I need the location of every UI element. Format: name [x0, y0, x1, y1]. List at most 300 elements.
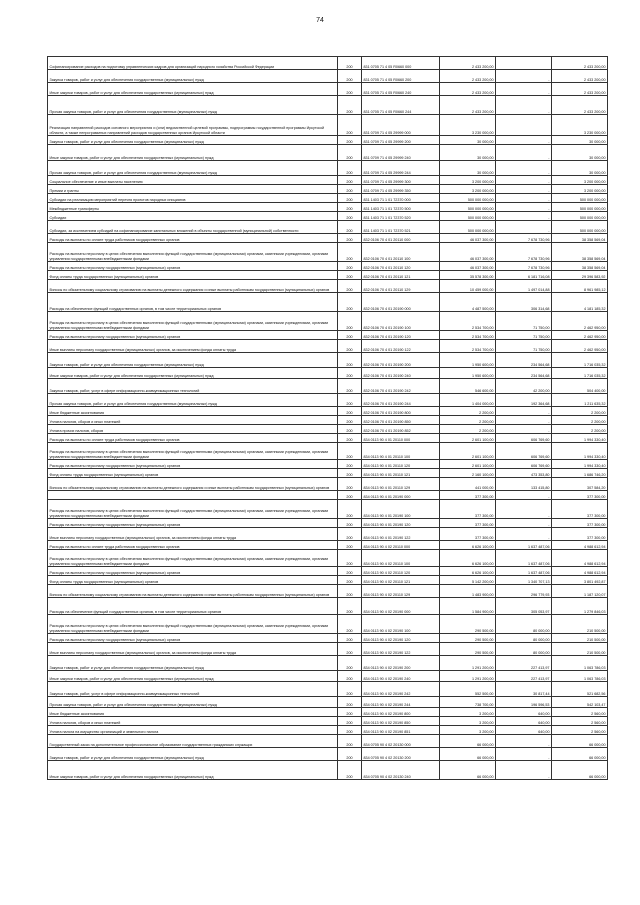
- row-name-cell: Расходы на выплаты персоналу государственных (муниципальных) органов: [48, 262, 338, 271]
- row-total-amount-cell: 2 200,00: [552, 416, 608, 425]
- row-change-amount-cell: 7 678 730,96: [496, 243, 552, 262]
- row-total-amount-cell: 8 961 985,12: [552, 280, 608, 293]
- row-code-cell: 834 0113 90 4 02 20190 851: [362, 726, 440, 735]
- row-change-amount-cell: -: [496, 136, 552, 145]
- row-total-amount-cell: 210 500,00: [552, 615, 608, 634]
- row-plan-amount-cell: 6 626 100,00: [440, 567, 496, 576]
- row-total-amount-cell: 2 433 200,00: [552, 70, 608, 83]
- row-total-amount-cell: 4 988 612,94: [552, 550, 608, 567]
- row-grbs-cell: 200: [338, 379, 362, 394]
- table-row: [48, 136, 608, 145]
- table-row: [48, 221, 608, 234]
- row-total-amount-cell: 2 462 950,00: [552, 312, 608, 331]
- row-total-amount-cell: 377 300,00: [552, 491, 608, 500]
- row-code-cell: 834 0113 90 4 02 20190 800: [362, 708, 440, 717]
- row-grbs-cell: 200: [338, 394, 362, 407]
- row-code-cell: 834 0113 90 4 02 20190 122: [362, 643, 440, 656]
- row-code-cell: 831 0709 71 4 05 29999 240: [362, 145, 440, 161]
- row-change-amount-cell: 305 053,97: [496, 598, 552, 615]
- row-code-cell: 831 1403 71 1 01 72370 000: [362, 194, 440, 203]
- row-name-cell: Уплата налогов, сборов и иных платежей: [48, 717, 338, 726]
- row-name-cell: Закупка товаров, работ и услуг для обеспечения государственных (муниципальных) нужд: [48, 136, 338, 145]
- row-code-cell: 834 0113 90 4 02 20190 850: [362, 717, 440, 726]
- row-name-cell: Уплата налогов, сборов и иных платежей: [48, 416, 338, 425]
- row-name-cell: Субсидии, за исключением субсидий на софинансирование капитальных вложений в объекты государственной (муниципальной) собственности: [48, 221, 338, 234]
- row-grbs-cell: 200: [338, 615, 362, 634]
- row-change-amount-cell: -: [496, 203, 552, 212]
- row-grbs-cell: 200: [338, 528, 362, 541]
- row-plan-amount-cell: 3 230 000,00: [440, 115, 496, 136]
- row-total-amount-cell: 1 279 846,03: [552, 598, 608, 615]
- row-plan-amount-cell: 500 000 000,00: [440, 221, 496, 234]
- row-grbs-cell: 200: [338, 57, 362, 70]
- row-code-cell: 831 0705 71 4 05 R0660 000: [362, 57, 440, 70]
- row-grbs-cell: 200: [338, 443, 362, 460]
- row-name-cell: Иные выплаты персоналу государственных (муниципальных) органов, за исключением фонда оплаты труда: [48, 643, 338, 656]
- row-code-cell: 832 0106 70 4 01 20110 120: [362, 262, 440, 271]
- row-code-cell: 834 0113 90 4 01 20110 121: [362, 469, 440, 478]
- table-row: [48, 550, 608, 567]
- row-name-cell: Расходы на выплаты персоналу в целях обеспечения выполнения функций государственными (муниципальными) органами, казенными учреждениями, органами управления государственными внебюджетными фондами: [48, 443, 338, 460]
- row-name-cell: Закупка товаров, работ и услуг для обеспечения государственных (муниципальных) нужд: [48, 748, 338, 761]
- row-grbs-cell: 200: [338, 478, 362, 491]
- row-code-cell: 832 0106 70 4 01 20190 240: [362, 368, 440, 379]
- row-change-amount-cell: [496, 115, 552, 136]
- table-row: [48, 567, 608, 576]
- row-plan-amount-cell: 2 433 200,00: [440, 83, 496, 96]
- row-grbs-cell: 200: [338, 203, 362, 212]
- row-change-amount-cell: 606 769,60: [496, 460, 552, 469]
- row-code-cell: 831 0705 71 4 05 R0660 200: [362, 70, 440, 83]
- row-plan-amount-cell: 3 200,00: [440, 726, 496, 735]
- row-plan-amount-cell: 30 000,00: [440, 145, 496, 161]
- row-code-cell: 832 0106 70 4 01 20190 000: [362, 293, 440, 312]
- row-grbs-cell: 200: [338, 212, 362, 221]
- row-change-amount-cell: -: [496, 221, 552, 234]
- row-plan-amount-cell: 377 300,00: [440, 528, 496, 541]
- row-name-cell: Межбюджетные трансферты: [48, 203, 338, 212]
- row-code-cell: 834 0113 90 4 01 20190 100: [362, 500, 440, 519]
- row-name-cell: Взносы по обязательному социальному страхованию на выплаты денежного содержания и иные выплаты работникам государственных (муниципальных) органов: [48, 585, 338, 598]
- row-plan-amount-cell: 2 433 200,00: [440, 96, 496, 115]
- row-code-cell: 834 0113 90 4 02 20110 121: [362, 576, 440, 585]
- row-name-cell: Иные закупки товаров, работ и услуг для обеспечения государственных (муниципальных) нужд: [48, 368, 338, 379]
- table-row: [48, 83, 608, 96]
- table-row: [48, 161, 608, 176]
- row-code-cell: 834 0113 90 4 01 20190 122: [362, 528, 440, 541]
- row-change-amount-cell: 606 769,60: [496, 434, 552, 443]
- row-plan-amount-cell: 2 534 700,00: [440, 331, 496, 340]
- row-name-cell: Расходы на выплаты персоналу в целях обеспечения выполнения функций государственными (муниципальными) органами, казенными учреждениями, органами управления государственными внебюджетными фондами: [48, 243, 338, 262]
- row-grbs-cell: 200: [338, 576, 362, 585]
- table-row: [48, 57, 608, 70]
- row-plan-amount-cell: 2 534 700,00: [440, 312, 496, 331]
- row-change-amount-cell: -: [496, 761, 552, 780]
- row-plan-amount-cell: 6 626 100,00: [440, 541, 496, 550]
- row-code-cell: 832 0106 70 4 01 20190 100: [362, 312, 440, 331]
- row-change-amount-cell: -: [496, 528, 552, 541]
- row-name-cell: Расходы на выплаты персоналу в целях обеспечения выполнения функций государственными (муниципальными) органами, казенными учреждениями, органами управления государственными внебюджетными фондами: [48, 615, 338, 634]
- row-grbs-cell: 200: [338, 634, 362, 643]
- row-name-cell: Закупка товаров, работ и услуг для обеспечения государственных (муниципальных) нужд: [48, 70, 338, 83]
- row-plan-amount-cell: 1 291 200,00: [440, 671, 496, 682]
- row-code-cell: 831 0709 71 4 05 29999 350: [362, 185, 440, 194]
- row-total-amount-cell: 66 000,00: [552, 748, 608, 761]
- row-code-cell: 834 0113 90 4 02 20110 000: [362, 541, 440, 550]
- table-row: [48, 416, 608, 425]
- row-plan-amount-cell: 377 300,00: [440, 491, 496, 500]
- row-total-amount-cell: 1 994 330,40: [552, 460, 608, 469]
- table-row: [48, 194, 608, 203]
- row-change-amount-cell: -: [496, 416, 552, 425]
- row-grbs-cell: 200: [338, 407, 362, 416]
- row-grbs-cell: 200: [338, 161, 362, 176]
- row-total-amount-cell: 377 300,00: [552, 519, 608, 528]
- row-name-cell: Расходы на выплаты по оплате труда работников государственных органов: [48, 234, 338, 243]
- row-code-cell: 834 0705 90 4 02 20130 200: [362, 748, 440, 761]
- table-row: [48, 145, 608, 161]
- row-name-cell: Расходы на выплаты персоналу в целях обеспечения выполнения функций государственными (муниципальными) органами, казенными учреждениями, органами управления государственными внебюджетными фондами: [48, 550, 338, 567]
- row-grbs-cell: 200: [338, 331, 362, 340]
- row-change-amount-cell: -: [496, 748, 552, 761]
- row-code-cell: 832 0106 70 4 01 20190 850: [362, 416, 440, 425]
- row-plan-amount-cell: 66 000,00: [440, 748, 496, 761]
- row-change-amount-cell: -: [496, 491, 552, 500]
- row-name-cell: Расходы на выплаты персоналу государственных (муниципальных) органов: [48, 567, 338, 576]
- row-grbs-cell: 200: [338, 96, 362, 115]
- table-row: [48, 353, 608, 368]
- row-grbs-cell: 200: [338, 643, 362, 656]
- row-total-amount-cell: 3 200 000,00: [552, 176, 608, 185]
- row-total-amount-cell: 38 358 569,04: [552, 243, 608, 262]
- row-code-cell: 832 0106 70 4 01 20190 244: [362, 394, 440, 407]
- row-total-amount-cell: 2 433 200,00: [552, 83, 608, 96]
- row-change-amount-cell: 227 413,97: [496, 656, 552, 671]
- table-row: [48, 643, 608, 656]
- row-plan-amount-cell: 2 433 200,00: [440, 70, 496, 83]
- row-total-amount-cell: 500 000 000,00: [552, 221, 608, 234]
- row-name-cell: Иные бюджетные ассигнования: [48, 407, 338, 416]
- row-total-amount-cell: 307 584,20: [552, 478, 608, 491]
- row-total-amount-cell: 1 211 635,32: [552, 394, 608, 407]
- table-row: [48, 682, 608, 697]
- row-grbs-cell: 200: [338, 598, 362, 615]
- row-change-amount-cell: -: [496, 519, 552, 528]
- table-row: [48, 615, 608, 634]
- row-change-amount-cell: -: [496, 500, 552, 519]
- row-plan-amount-cell: 4 487 500,00: [440, 293, 496, 312]
- row-name-cell: Субсидии: [48, 212, 338, 221]
- row-code-cell: 831 0705 71 4 05 R0660 240: [362, 83, 440, 96]
- row-grbs-cell: 200: [338, 697, 362, 708]
- row-name-cell: Иные закупки товаров, работ и услуг для обеспечения государственных (муниципальных) нужд: [48, 761, 338, 780]
- row-grbs-cell: 200: [338, 312, 362, 331]
- row-change-amount-cell: -: [496, 185, 552, 194]
- row-total-amount-cell: 38 358 569,04: [552, 234, 608, 243]
- row-name-cell: Закупка товаров, работ, услуг в сфере информационно-коммуникационных технологий: [48, 379, 338, 394]
- row-code-cell: 834 0113 90 4 02 20190 242: [362, 682, 440, 697]
- row-code-cell: 834 0113 90 4 01 20190 120: [362, 519, 440, 528]
- row-grbs-cell: 200: [338, 262, 362, 271]
- table-row: [48, 761, 608, 780]
- row-grbs-cell: 200: [338, 708, 362, 717]
- row-name-cell: Расходы на выплаты персоналу государственных (муниципальных) органов: [48, 460, 338, 469]
- row-name-cell: Расходы на выплаты персоналу в целях обеспечения выполнения функций государственными (муниципальными) органами, казенными учреждениями, органами управления государственными внебюджетными фондами: [48, 500, 338, 519]
- row-change-amount-cell: -: [496, 425, 552, 434]
- row-code-cell: 834 0113 90 4 02 20110 129: [362, 585, 440, 598]
- table-row: [48, 469, 608, 478]
- row-grbs-cell: 200: [338, 243, 362, 262]
- row-code-cell: 834 0113 90 4 01 20110 129: [362, 478, 440, 491]
- row-grbs-cell: 200: [338, 682, 362, 697]
- row-total-amount-cell: 2 200,00: [552, 407, 608, 416]
- row-change-amount-cell: 234 564,68: [496, 368, 552, 379]
- row-code-cell: 831 0709 71 4 05 29999 244: [362, 161, 440, 176]
- row-plan-amount-cell: 1 950 600,00: [440, 368, 496, 379]
- row-code-cell: 832 0106 70 4 01 20110 000: [362, 234, 440, 243]
- row-grbs-cell: 200: [338, 726, 362, 735]
- row-name-cell: Государственный заказ на дополнительное профессиональное образование государственных гражданских служащих: [48, 735, 338, 748]
- row-change-amount-cell: -: [496, 194, 552, 203]
- table-row: [48, 394, 608, 407]
- row-total-amount-cell: 66 000,00: [552, 735, 608, 748]
- row-code-cell: 832 0106 70 4 01 20190 800: [362, 407, 440, 416]
- row-plan-amount-cell: 2 433 200,00: [440, 57, 496, 70]
- table-row: [48, 379, 608, 394]
- row-total-amount-cell: 2 433 200,00: [552, 57, 608, 70]
- row-change-amount-cell: 196 596,53: [496, 697, 552, 708]
- row-plan-amount-cell: 5 142 200,00: [440, 576, 496, 585]
- row-total-amount-cell: 1 716 035,32: [552, 368, 608, 379]
- row-total-amount-cell: 210 500,00: [552, 643, 608, 656]
- row-change-amount-cell: 133 415,80: [496, 478, 552, 491]
- row-name-cell: Расходы на выплаты по оплате труда работников государственных органов: [48, 541, 338, 550]
- row-name-cell: Иные закупки товаров, работ и услуг для обеспечения государственных (муниципальных) нужд: [48, 83, 338, 96]
- row-change-amount-cell: 473 353,80: [496, 469, 552, 478]
- row-change-amount-cell: 296 779,93: [496, 585, 552, 598]
- row-change-amount-cell: -: [496, 176, 552, 185]
- row-code-cell: 831 0709 71 4 05 29999 200: [362, 136, 440, 145]
- table-row: [48, 262, 608, 271]
- row-name-cell: Расходы на выплаты по оплате труда работников государственных органов: [48, 434, 338, 443]
- row-total-amount-cell: 2 433 200,00: [552, 96, 608, 115]
- row-change-amount-cell: 640,00: [496, 708, 552, 717]
- row-grbs-cell: 200: [338, 656, 362, 671]
- table-row: [48, 203, 608, 212]
- row-change-amount-cell: 640,00: [496, 726, 552, 735]
- table-row: [48, 212, 608, 221]
- row-total-amount-cell: 1 187 120,07: [552, 585, 608, 598]
- row-code-cell: 831 0709 71 4 05 29999 000: [362, 115, 440, 136]
- row-plan-amount-cell: 2 534 700,00: [440, 340, 496, 353]
- row-total-amount-cell: 3 230 000,00: [552, 115, 608, 136]
- row-name-cell: Софинансирование расходов на подготовку управленческих кадров для организаций народного хозяйства Российской Федерации: [48, 57, 338, 70]
- table-row: [48, 340, 608, 353]
- row-code-cell: 831 1403 71 1 01 72370 520: [362, 212, 440, 221]
- table-row: [48, 425, 608, 434]
- row-change-amount-cell: -: [496, 145, 552, 161]
- row-code-cell: 832 0106 70 4 01 20190 200: [362, 353, 440, 368]
- row-change-amount-cell: 306 314,68: [496, 293, 552, 312]
- row-grbs-cell: 200: [338, 340, 362, 353]
- table-row: [48, 748, 608, 761]
- row-name-cell: Социальное обеспечение и иные выплаты населению: [48, 176, 338, 185]
- row-plan-amount-cell: 10 459 000,00: [440, 280, 496, 293]
- row-grbs-cell: 200: [338, 136, 362, 145]
- row-grbs-cell: 200: [338, 469, 362, 478]
- row-change-amount-cell: 7 678 730,96: [496, 262, 552, 271]
- table-row: [48, 708, 608, 717]
- row-grbs-cell: 200: [338, 271, 362, 280]
- row-name-cell: [48, 491, 338, 500]
- table-row: [48, 500, 608, 519]
- row-name-cell: Субсидии на реализацию мероприятий перечня проектов народных инициатив: [48, 194, 338, 203]
- row-code-cell: 834 0113 90 4 02 20190 120: [362, 634, 440, 643]
- table-row: [48, 491, 608, 500]
- row-plan-amount-cell: 377 300,00: [440, 500, 496, 519]
- row-grbs-cell: 200: [338, 185, 362, 194]
- row-plan-amount-cell: 738 700,00: [440, 697, 496, 708]
- row-grbs-cell: 200: [338, 519, 362, 528]
- row-plan-amount-cell: 2 601 100,00: [440, 443, 496, 460]
- row-code-cell: 832 0106 70 4 01 20190 242: [362, 379, 440, 394]
- row-change-amount-cell: 234 564,68: [496, 353, 552, 368]
- row-total-amount-cell: 66 000,00: [552, 761, 608, 780]
- row-total-amount-cell: 1 063 786,03: [552, 671, 608, 682]
- row-grbs-cell: 200: [338, 416, 362, 425]
- row-grbs-cell: 200: [338, 176, 362, 185]
- row-code-cell: 832 0106 70 4 01 20190 852: [362, 425, 440, 434]
- row-total-amount-cell: 2 462 950,00: [552, 340, 608, 353]
- row-code-cell: 834 0113 90 4 02 20190 244: [362, 697, 440, 708]
- row-total-amount-cell: 2 200,00: [552, 425, 608, 434]
- row-name-cell: Закупка товаров, работ, услуг в сфере информационно-коммуникационных технологий: [48, 682, 338, 697]
- row-total-amount-cell: 2 560,00: [552, 717, 608, 726]
- row-grbs-cell: 200: [338, 293, 362, 312]
- row-grbs-cell: 200: [338, 234, 362, 243]
- row-grbs-cell: 200: [338, 717, 362, 726]
- row-total-amount-cell: 3 801 492,87: [552, 576, 608, 585]
- row-plan-amount-cell: 66 000,00: [440, 735, 496, 748]
- row-code-cell: 832 0106 70 4 01 20190 120: [362, 331, 440, 340]
- row-grbs-cell: 200: [338, 280, 362, 293]
- row-grbs-cell: 200: [338, 368, 362, 379]
- table-row: [48, 70, 608, 83]
- table-row: [48, 280, 608, 293]
- table-row: [48, 176, 608, 185]
- table-row: [48, 96, 608, 115]
- row-name-cell: Взносы по обязательному социальному страхованию на выплаты денежного содержания и иные выплаты работникам государственных (муниципальных) органов: [48, 280, 338, 293]
- row-plan-amount-cell: 2 601 100,00: [440, 434, 496, 443]
- row-name-cell: Фонд оплаты труда государственных (муниципальных) органов: [48, 576, 338, 585]
- row-change-amount-cell: 71 750,00: [496, 312, 552, 331]
- table-row: [48, 271, 608, 280]
- row-plan-amount-cell: 2 160 100,00: [440, 469, 496, 478]
- row-total-amount-cell: 1 686 746,20: [552, 469, 608, 478]
- row-code-cell: 832 0106 70 4 01 20190 122: [362, 340, 440, 353]
- row-total-amount-cell: 30 000,00: [552, 161, 608, 176]
- row-plan-amount-cell: 500 000 000,00: [440, 194, 496, 203]
- row-change-amount-cell: 640,00: [496, 717, 552, 726]
- row-total-amount-cell: 504 400,00: [552, 379, 608, 394]
- table-row: [48, 293, 608, 312]
- table-row: [48, 434, 608, 443]
- row-change-amount-cell: -: [496, 70, 552, 83]
- row-code-cell: 831 0709 71 4 05 29999 300: [362, 176, 440, 185]
- row-change-amount-cell: 7 678 730,96: [496, 234, 552, 243]
- row-total-amount-cell: 542 103,47: [552, 697, 608, 708]
- table-row: [48, 598, 608, 615]
- row-code-cell: 834 0113 90 4 02 20190 200: [362, 656, 440, 671]
- row-change-amount-cell: [496, 57, 552, 70]
- row-plan-amount-cell: 1 950 600,00: [440, 353, 496, 368]
- table-row: [48, 634, 608, 643]
- row-name-cell: Закупка товаров, работ и услуг для обеспечения государственных (муниципальных) нужд: [48, 656, 338, 671]
- row-total-amount-cell: 210 500,00: [552, 634, 608, 643]
- row-total-amount-cell: 2 462 950,00: [552, 331, 608, 340]
- table-row: [48, 576, 608, 585]
- row-change-amount-cell: 1 637 487,06: [496, 567, 552, 576]
- row-code-cell: 832 0106 70 4 01 20110 100: [362, 243, 440, 262]
- row-grbs-cell: 200: [338, 434, 362, 443]
- budget-table-body: [48, 57, 608, 780]
- row-name-cell: Расходы на выплаты персоналу государственных (муниципальных) органов: [48, 519, 338, 528]
- row-plan-amount-cell: 500 000 000,00: [440, 203, 496, 212]
- row-total-amount-cell: 4 988 612,94: [552, 541, 608, 550]
- row-grbs-cell: 200: [338, 550, 362, 567]
- row-name-cell: Прочая закупка товаров, работ и услуг для обеспечения государственных (муниципальных) нужд: [48, 161, 338, 176]
- row-plan-amount-cell: 35 578 300,00: [440, 271, 496, 280]
- row-plan-amount-cell: 6 626 100,00: [440, 550, 496, 567]
- row-total-amount-cell: 2 560,00: [552, 708, 608, 717]
- row-grbs-cell: 200: [338, 460, 362, 469]
- row-plan-amount-cell: 46 037 300,00: [440, 234, 496, 243]
- row-change-amount-cell: 1 637 487,06: [496, 541, 552, 550]
- table-row: [48, 460, 608, 469]
- row-total-amount-cell: 500 000 000,00: [552, 203, 608, 212]
- row-code-cell: 832 0106 70 4 01 20110 129: [362, 280, 440, 293]
- row-code-cell: 831 0705 71 4 05 R0660 244: [362, 96, 440, 115]
- row-change-amount-cell: 42 200,00: [496, 379, 552, 394]
- row-plan-amount-cell: 2 200,00: [440, 416, 496, 425]
- row-plan-amount-cell: 1 584 900,00: [440, 598, 496, 615]
- page-number: 74: [316, 17, 324, 24]
- row-name-cell: Прочая закупка товаров, работ и услуг для обеспечения государственных (муниципальных) нужд: [48, 697, 338, 708]
- table-row: [48, 585, 608, 598]
- row-name-cell: Расходы на обеспечение функций государственных органов, в том числе территориальных органов: [48, 293, 338, 312]
- row-change-amount-cell: -: [496, 83, 552, 96]
- row-change-amount-cell: 1 340 707,13: [496, 576, 552, 585]
- row-total-amount-cell: 1 994 330,40: [552, 443, 608, 460]
- row-grbs-cell: 200: [338, 761, 362, 780]
- row-name-cell: Иные выплаты персоналу государственных (муниципальных) органов, за исключением фонда оплаты труда: [48, 528, 338, 541]
- row-change-amount-cell: 1 637 487,06: [496, 550, 552, 567]
- row-grbs-cell: 200: [338, 83, 362, 96]
- row-change-amount-cell: -: [496, 161, 552, 176]
- row-code-cell: 834 0705 90 4 02 20130 000: [362, 735, 440, 748]
- row-name-cell: Иные закупки товаров, работ и услуг для обеспечения государственных (муниципальных) нужд: [48, 145, 338, 161]
- row-grbs-cell: 200: [338, 115, 362, 136]
- row-grbs-cell: 200: [338, 353, 362, 368]
- row-total-amount-cell: 30 000,00: [552, 136, 608, 145]
- row-code-cell: 834 0113 90 4 01 20110 000: [362, 434, 440, 443]
- table-row: [48, 656, 608, 671]
- row-code-cell: 834 0113 90 4 02 20190 000: [362, 598, 440, 615]
- row-name-cell: Прочая закупка товаров, работ и услуг для обеспечения государственных (муниципальных) нужд: [48, 394, 338, 407]
- table-row: [48, 312, 608, 331]
- row-code-cell: 834 0113 90 4 01 20190 000: [362, 491, 440, 500]
- row-name-cell: Расходы на выплаты персоналу в целях обеспечения выполнения функций государственными (муниципальными) органами, казенными учреждениями, органами управления государственными внебюджетными фондами: [48, 312, 338, 331]
